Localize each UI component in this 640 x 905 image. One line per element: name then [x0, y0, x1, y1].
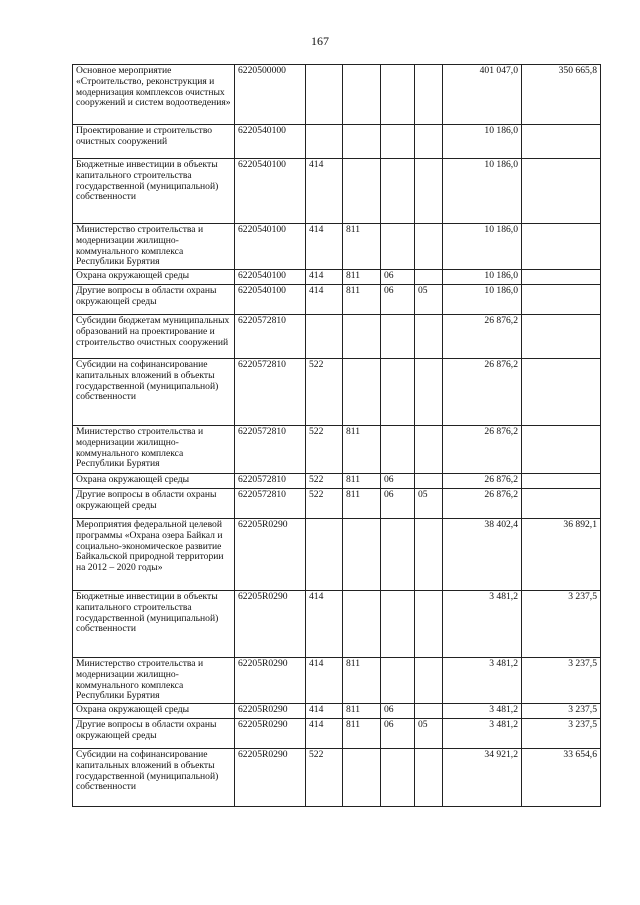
cell-subsection [415, 125, 443, 159]
cell-name: Проектирование и строительство очистных сооружений [73, 125, 235, 159]
cell-amount-2: 3 237,5 [522, 658, 601, 704]
cell-subsection [415, 426, 443, 474]
cell-ministry-code [343, 519, 381, 591]
cell-subsection [415, 591, 443, 658]
cell-expense-type: 414 [306, 270, 343, 285]
cell-amount-1: 26 876,2 [443, 359, 522, 426]
budget-table [72, 64, 601, 807]
cell-name: Субсидии на софинансирование капитальных вложений в объекты государственной (муниципальной) собственности [73, 359, 235, 426]
cell-subsection: 05 [415, 489, 443, 519]
cell-section: 06 [381, 285, 415, 315]
cell-subsection [415, 519, 443, 591]
cell-ministry-code [343, 749, 381, 807]
cell-amount-1: 3 481,2 [443, 591, 522, 658]
cell-subsection [415, 658, 443, 704]
cell-expense-type: 414 [306, 704, 343, 719]
cell-expense-type: 414 [306, 658, 343, 704]
cell-amount-1: 34 921,2 [443, 749, 522, 807]
cell-name: Мероприятия федеральной целевой программы «Охрана озера Байкал и социально-экономическое развитие Байкальской природной территории на 2012 – 2020 годы» [73, 519, 235, 591]
cell-amount-1: 10 186,0 [443, 285, 522, 315]
cell-name: Охрана окружающей среды [73, 270, 235, 285]
cell-name: Бюджетные инвестиции в объекты капитального строительства государственной (муниципальной) собственности [73, 591, 235, 658]
cell-name: Охрана окружающей среды [73, 704, 235, 719]
cell-expense-type [306, 65, 343, 125]
cell-subsection [415, 224, 443, 270]
cell-target-code: 6220572810 [235, 474, 306, 489]
cell-ministry-code: 811 [343, 270, 381, 285]
cell-amount-2 [522, 285, 601, 315]
cell-target-code: 62205R0290 [235, 719, 306, 749]
cell-amount-2 [522, 159, 601, 224]
cell-expense-type: 414 [306, 719, 343, 749]
cell-amount-1: 3 481,2 [443, 704, 522, 719]
cell-ministry-code [343, 315, 381, 359]
cell-amount-2: 3 237,5 [522, 591, 601, 658]
cell-amount-1: 10 186,0 [443, 159, 522, 224]
cell-ministry-code: 811 [343, 474, 381, 489]
cell-section [381, 65, 415, 125]
cell-amount-1: 26 876,2 [443, 489, 522, 519]
cell-expense-type: 414 [306, 224, 343, 270]
cell-expense-type: 414 [306, 285, 343, 315]
cell-subsection [415, 359, 443, 426]
cell-subsection: 05 [415, 285, 443, 315]
cell-section [381, 159, 415, 224]
table-row [73, 658, 601, 704]
cell-amount-2: 33 654,6 [522, 749, 601, 807]
cell-section [381, 315, 415, 359]
cell-target-code: 6220540100 [235, 224, 306, 270]
cell-amount-1: 10 186,0 [443, 224, 522, 270]
table-row [73, 749, 601, 807]
cell-section [381, 359, 415, 426]
cell-section: 06 [381, 270, 415, 285]
cell-amount-2 [522, 224, 601, 270]
cell-expense-type [306, 315, 343, 359]
cell-expense-type: 522 [306, 426, 343, 474]
cell-amount-2 [522, 426, 601, 474]
cell-target-code: 62205R0290 [235, 749, 306, 807]
cell-amount-2 [522, 359, 601, 426]
cell-target-code: 6220540100 [235, 270, 306, 285]
cell-ministry-code: 811 [343, 285, 381, 315]
cell-section: 06 [381, 704, 415, 719]
cell-ministry-code: 811 [343, 719, 381, 749]
cell-target-code: 6220572810 [235, 426, 306, 474]
table-row [73, 359, 601, 426]
cell-expense-type: 522 [306, 474, 343, 489]
table-row [73, 426, 601, 474]
cell-ministry-code: 811 [343, 489, 381, 519]
cell-name: Основное мероприятие «Строительство, реконструкция и модернизация комплексов очистных сооружений и систем водоотведения» [73, 65, 235, 125]
cell-target-code: 6220540100 [235, 285, 306, 315]
cell-subsection [415, 270, 443, 285]
cell-ministry-code: 811 [343, 426, 381, 474]
cell-amount-2 [522, 474, 601, 489]
table-row [73, 125, 601, 159]
cell-subsection [415, 474, 443, 489]
cell-target-code: 6220500000 [235, 65, 306, 125]
cell-amount-2 [522, 315, 601, 359]
cell-ministry-code [343, 159, 381, 224]
cell-amount-1: 26 876,2 [443, 426, 522, 474]
cell-name: Другие вопросы в области охраны окружающей среды [73, 489, 235, 519]
cell-target-code: 62205R0290 [235, 704, 306, 719]
table-row [73, 489, 601, 519]
cell-section [381, 658, 415, 704]
cell-section [381, 519, 415, 591]
cell-ministry-code: 811 [343, 658, 381, 704]
cell-amount-1: 3 481,2 [443, 658, 522, 704]
cell-name: Министерство строительства и модернизации жилищно-коммунального комплекса Республики Бурятия [73, 658, 235, 704]
cell-amount-2 [522, 489, 601, 519]
cell-section [381, 749, 415, 807]
cell-subsection [415, 749, 443, 807]
cell-subsection: 05 [415, 719, 443, 749]
table-row [73, 519, 601, 591]
cell-expense-type [306, 519, 343, 591]
cell-name: Другие вопросы в области охраны окружающей среды [73, 719, 235, 749]
cell-target-code: 6220572810 [235, 315, 306, 359]
table-row [73, 591, 601, 658]
table-row [73, 270, 601, 285]
cell-section [381, 426, 415, 474]
cell-name: Министерство строительства и модернизации жилищно-коммунального комплекса Республики Бурятия [73, 224, 235, 270]
table-row [73, 474, 601, 489]
cell-name: Субсидии бюджетам муниципальных образований на проектирование и строительство очистных сооружений [73, 315, 235, 359]
cell-amount-1: 3 481,2 [443, 719, 522, 749]
cell-subsection [415, 159, 443, 224]
cell-name: Охрана окружающей среды [73, 474, 235, 489]
cell-name: Субсидии на софинансирование капитальных вложений в объекты государственной (муниципальной) собственности [73, 749, 235, 807]
table-row [73, 65, 601, 125]
cell-name: Бюджетные инвестиции в объекты капитального строительства государственной (муниципальной) собственности [73, 159, 235, 224]
cell-subsection [415, 704, 443, 719]
cell-section [381, 125, 415, 159]
cell-amount-2: 3 237,5 [522, 704, 601, 719]
cell-ministry-code [343, 125, 381, 159]
cell-expense-type: 414 [306, 159, 343, 224]
cell-section: 06 [381, 719, 415, 749]
cell-amount-2 [522, 125, 601, 159]
cell-section [381, 591, 415, 658]
cell-amount-2: 350 665,8 [522, 65, 601, 125]
cell-target-code: 6220572810 [235, 359, 306, 426]
cell-target-code: 6220540100 [235, 159, 306, 224]
cell-name: Другие вопросы в области охраны окружающей среды [73, 285, 235, 315]
cell-target-code: 6220540100 [235, 125, 306, 159]
cell-target-code: 6220572810 [235, 489, 306, 519]
cell-amount-1: 10 186,0 [443, 270, 522, 285]
cell-expense-type [306, 125, 343, 159]
cell-section [381, 224, 415, 270]
table-row [73, 315, 601, 359]
table-row [73, 719, 601, 749]
cell-section: 06 [381, 489, 415, 519]
cell-ministry-code [343, 359, 381, 426]
table-row [73, 704, 601, 719]
cell-amount-2 [522, 270, 601, 285]
cell-amount-1: 401 047,0 [443, 65, 522, 125]
cell-amount-2: 3 237,5 [522, 719, 601, 749]
cell-subsection [415, 65, 443, 125]
cell-target-code: 62205R0290 [235, 519, 306, 591]
cell-ministry-code: 811 [343, 224, 381, 270]
cell-ministry-code [343, 591, 381, 658]
cell-amount-1: 10 186,0 [443, 125, 522, 159]
cell-amount-2: 36 892,1 [522, 519, 601, 591]
cell-amount-1: 26 876,2 [443, 315, 522, 359]
page-number: 167 [311, 34, 329, 48]
cell-expense-type: 522 [306, 749, 343, 807]
table-row [73, 159, 601, 224]
cell-ministry-code [343, 65, 381, 125]
cell-amount-1: 26 876,2 [443, 474, 522, 489]
cell-subsection [415, 315, 443, 359]
table-row [73, 224, 601, 270]
cell-section: 06 [381, 474, 415, 489]
cell-expense-type: 522 [306, 489, 343, 519]
cell-expense-type: 414 [306, 591, 343, 658]
cell-target-code: 62205R0290 [235, 591, 306, 658]
cell-expense-type: 522 [306, 359, 343, 426]
cell-target-code: 62205R0290 [235, 658, 306, 704]
cell-amount-1: 38 402,4 [443, 519, 522, 591]
cell-name: Министерство строительства и модернизации жилищно-коммунального комплекса Республики Бурятия [73, 426, 235, 474]
cell-ministry-code: 811 [343, 704, 381, 719]
table-row [73, 285, 601, 315]
